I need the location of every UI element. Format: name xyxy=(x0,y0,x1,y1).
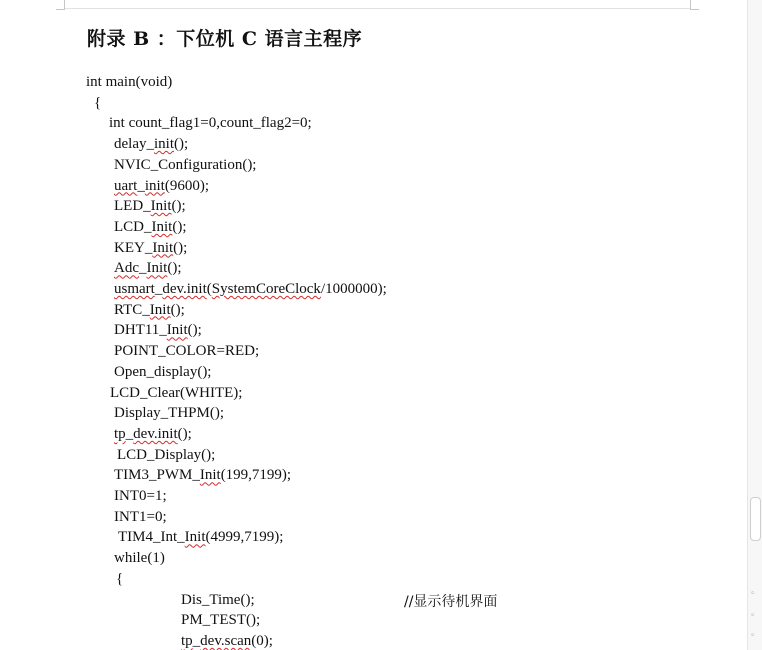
spellcheck-flagged-token: SystemCoreClock xyxy=(211,281,321,297)
code-token: LED_ xyxy=(114,198,151,215)
code-line xyxy=(94,94,101,112)
spellcheck-flagged-token: Init xyxy=(152,239,174,256)
code-line xyxy=(114,425,192,443)
code-token: (); xyxy=(187,322,202,339)
code-line xyxy=(114,342,259,360)
code-token: KEY_ xyxy=(114,239,153,256)
code-token: ( xyxy=(206,281,212,297)
code-line xyxy=(114,239,187,257)
code-line xyxy=(117,446,215,464)
scrollbar-thumb[interactable] xyxy=(750,497,761,541)
spellcheck-flagged-token: dev.init xyxy=(162,281,207,297)
code-line xyxy=(86,73,172,91)
code-line xyxy=(114,156,256,174)
code-token: (0); xyxy=(251,632,273,649)
scroll-mark: 。 xyxy=(750,586,760,596)
code-line xyxy=(114,177,209,195)
spellcheck-flagged-token: Init xyxy=(151,218,173,235)
code-token: NVIC_Configuration(); xyxy=(114,156,257,173)
code-token: (4999,7199); xyxy=(205,529,284,546)
code-token: LCD_ xyxy=(114,218,152,235)
code-line xyxy=(114,508,167,526)
code-token: RTC_ xyxy=(114,301,150,318)
spellcheck-flagged-token: Init xyxy=(184,529,206,546)
code-token: _ xyxy=(192,632,201,649)
code-token: (); xyxy=(172,218,187,235)
code-line xyxy=(109,114,312,132)
spellcheck-flagged-token: usmart xyxy=(114,281,155,297)
code-line xyxy=(114,363,211,381)
spellcheck-flagged-token: Init xyxy=(199,467,221,484)
spellcheck-flagged-token: Init xyxy=(149,301,171,318)
spellcheck-flagged-token: Init xyxy=(166,322,188,339)
code-line xyxy=(181,632,273,650)
code-token: { xyxy=(116,570,124,587)
spellcheck-flagged-token: dev.scan xyxy=(200,632,252,649)
code-line xyxy=(114,218,187,236)
code-line xyxy=(181,611,260,629)
code-token: _ xyxy=(139,260,147,277)
code-token: (); xyxy=(167,260,182,277)
code-token: TIM4_Int_ xyxy=(118,529,185,546)
code-line xyxy=(114,549,165,567)
spellcheck-flagged-token: init xyxy=(144,177,165,194)
margin-corner-mark-left-h xyxy=(56,9,65,10)
code-token: INT0=1; xyxy=(114,488,167,504)
code-line xyxy=(110,384,242,402)
appendix-heading: 附录 B ：下位机 C 语言主程序 xyxy=(87,28,363,50)
code-token: INT1=0; xyxy=(114,508,167,525)
code-token: LCD_Display(); xyxy=(117,446,216,463)
spellcheck-flagged-token: Init xyxy=(146,260,168,277)
code-token: Display_THPM(); xyxy=(114,405,224,422)
code-line xyxy=(114,259,182,277)
code-token: (); xyxy=(173,239,188,256)
code-line xyxy=(114,404,224,422)
code-line xyxy=(114,301,185,319)
code-line xyxy=(114,487,167,505)
code-token: (); xyxy=(171,198,186,215)
code-token: _ xyxy=(137,177,145,194)
code-line xyxy=(181,591,255,609)
code-line xyxy=(114,321,202,339)
code-token: while(1) xyxy=(114,550,165,567)
header-line xyxy=(65,8,690,9)
code-token: DHT11_ xyxy=(114,322,167,339)
vertical-scrollbar[interactable] xyxy=(747,0,762,650)
spellcheck-flagged-token: uart xyxy=(114,177,138,194)
spellcheck-flagged-token: init xyxy=(153,136,174,153)
code-line xyxy=(114,197,186,215)
code-token: (199,7199); xyxy=(220,467,292,484)
code-token: _ xyxy=(154,281,163,297)
spellcheck-flagged-token: tp xyxy=(114,425,126,442)
code-line xyxy=(118,528,283,546)
code-line xyxy=(114,135,188,153)
scroll-mark: 。 xyxy=(750,608,760,618)
spellcheck-flagged-token: dev.init xyxy=(133,425,178,442)
code-token: delay_ xyxy=(114,136,154,153)
code-token: int main(void) xyxy=(86,74,173,90)
code-token: PM_TEST(); xyxy=(181,612,261,629)
code-line xyxy=(114,466,291,484)
margin-corner-mark-right-h xyxy=(690,9,699,10)
code-token: (); xyxy=(170,301,185,318)
spellcheck-flagged-token: Adc xyxy=(114,260,139,277)
code-token: (); xyxy=(177,425,192,442)
code-token: (); xyxy=(174,136,189,153)
code-token: Dis_Time(); xyxy=(181,591,255,608)
code-line xyxy=(114,280,387,298)
code-token: Open_display(); xyxy=(114,363,212,380)
code-token: int count_flag1=0,count_flag2=0; xyxy=(109,115,312,132)
spellcheck-flagged-token: tp xyxy=(181,632,193,649)
spellcheck-flagged-token: Init xyxy=(150,198,172,215)
code-token: (9600); xyxy=(164,177,210,194)
code-token: POINT_COLOR=RED; xyxy=(114,343,260,360)
code-token: _ xyxy=(125,425,134,442)
scroll-mark: 。 xyxy=(750,628,760,638)
code-token: { xyxy=(94,94,102,111)
margin-corner-mark-right-v xyxy=(690,0,691,9)
code-comment: //显示待机界面 xyxy=(404,594,498,610)
code-token: /1000000); xyxy=(320,281,387,297)
code-token: LCD_Clear(WHITE); xyxy=(110,384,243,401)
code-token: TIM3_PWM_ xyxy=(114,467,200,484)
code-line xyxy=(116,570,123,588)
